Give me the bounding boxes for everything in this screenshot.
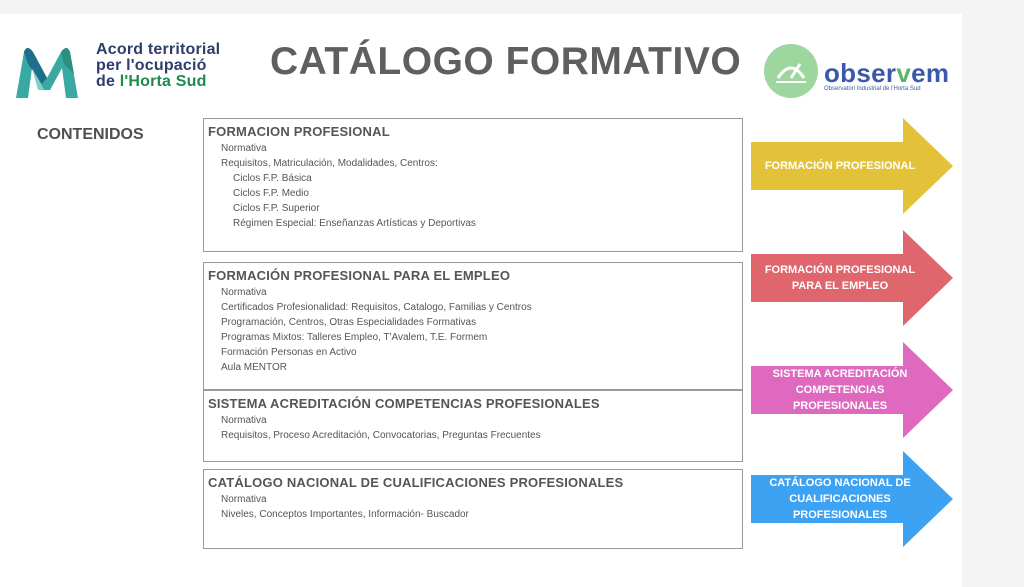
logo-line-3-place: l'Horta Sud <box>119 73 207 90</box>
acord-territorial-logo <box>14 42 224 104</box>
section-acreditacion-competencias <box>203 390 743 462</box>
arrow-label: FORMACIÓN PROFESIONAL PARA EL EMPLEO <box>764 264 916 292</box>
list-item[interactable]: Normativa <box>221 415 267 426</box>
arrow-fp-para-el-empleo[interactable] <box>751 230 953 326</box>
list-item[interactable]: Requisitos, Matriculación, Modalidades, Centros: <box>221 158 438 169</box>
list-item[interactable]: Aula MENTOR <box>221 362 287 373</box>
observem-wordmark <box>824 58 949 89</box>
arrow-formacion-profesional[interactable] <box>751 118 953 214</box>
section-title: CATÁLOGO NACIONAL DE CUALIFICACIONES PROFESIONALES <box>208 475 624 490</box>
observem-circle-icon <box>764 44 818 98</box>
gauge-icon <box>764 44 818 98</box>
arrow-catalogo-cualificaciones[interactable] <box>751 451 953 547</box>
arrow-label: CATÁLOGO NACIONAL DE CUALIFICACIONES PROFESIONALES <box>769 477 911 521</box>
section-fp-para-el-empleo <box>203 262 743 390</box>
list-item[interactable]: Programación, Centros, Otras Especialidades Formativas <box>221 317 477 328</box>
section-title: SISTEMA ACREDITACIÓN COMPETENCIAS PROFESIONALES <box>208 396 600 411</box>
logo-line-3-prefix: de <box>96 73 120 90</box>
arrow-label: FORMACIÓN PROFESIONAL <box>764 160 916 172</box>
logo-line-2: per l'ocupació <box>96 57 207 74</box>
list-item[interactable]: Certificados Profesionalidad: Requisitos, Catalogo, Familias y Centros <box>221 302 532 313</box>
list-item[interactable]: Normativa <box>221 287 267 298</box>
horta-sud-mark-icon <box>14 44 80 100</box>
list-item[interactable]: Requisitos, Proceso Acreditación, Convocatorias, Preguntas Frecuentes <box>221 430 541 441</box>
list-item[interactable]: Ciclos F.P. Básica <box>233 173 312 184</box>
list-item[interactable]: Normativa <box>221 143 267 154</box>
list-item[interactable]: Régimen Especial: Enseñanzas Artísticas y Deportivas <box>233 218 476 229</box>
list-item[interactable]: Ciclos F.P. Superior <box>233 203 320 214</box>
list-item[interactable]: Programas Mixtos: Talleres Empleo, T'Avalem, T.E. Formem <box>221 332 488 343</box>
observem-word-main: obser <box>824 58 897 88</box>
logo-line-1: Acord territorial <box>96 41 221 58</box>
observem-subtitle: Observatori Industrial de l'Horta Sud <box>824 86 921 92</box>
page-title: CATÁLOGO FORMATIVO <box>270 40 742 83</box>
observem-logo <box>764 44 954 100</box>
observem-word-accent: v <box>896 58 912 88</box>
section-title: FORMACION PROFESIONAL <box>208 124 390 139</box>
acord-territorial-text <box>96 42 220 90</box>
list-item[interactable]: Normativa <box>221 494 267 505</box>
logo-line-3 <box>96 74 220 90</box>
list-item[interactable]: Formación Personas en Activo <box>221 347 357 358</box>
arrow-acreditacion-competencias[interactable] <box>751 342 953 438</box>
section-catalogo-cualificaciones <box>203 469 743 549</box>
list-item[interactable]: Niveles, Conceptos Importantes, Información- Buscador <box>221 509 469 520</box>
list-item[interactable]: Ciclos F.P. Medio <box>233 188 309 199</box>
section-formacion-profesional <box>203 118 743 252</box>
arrow-label: SISTEMA ACREDITACIÓN COMPETENCIAS PROFESIONALES <box>772 368 908 412</box>
observem-word-tail: em <box>911 58 950 88</box>
contents-label: CONTENIDOS <box>37 126 144 143</box>
section-title: FORMACIÓN PROFESIONAL PARA EL EMPLEO <box>208 268 511 283</box>
